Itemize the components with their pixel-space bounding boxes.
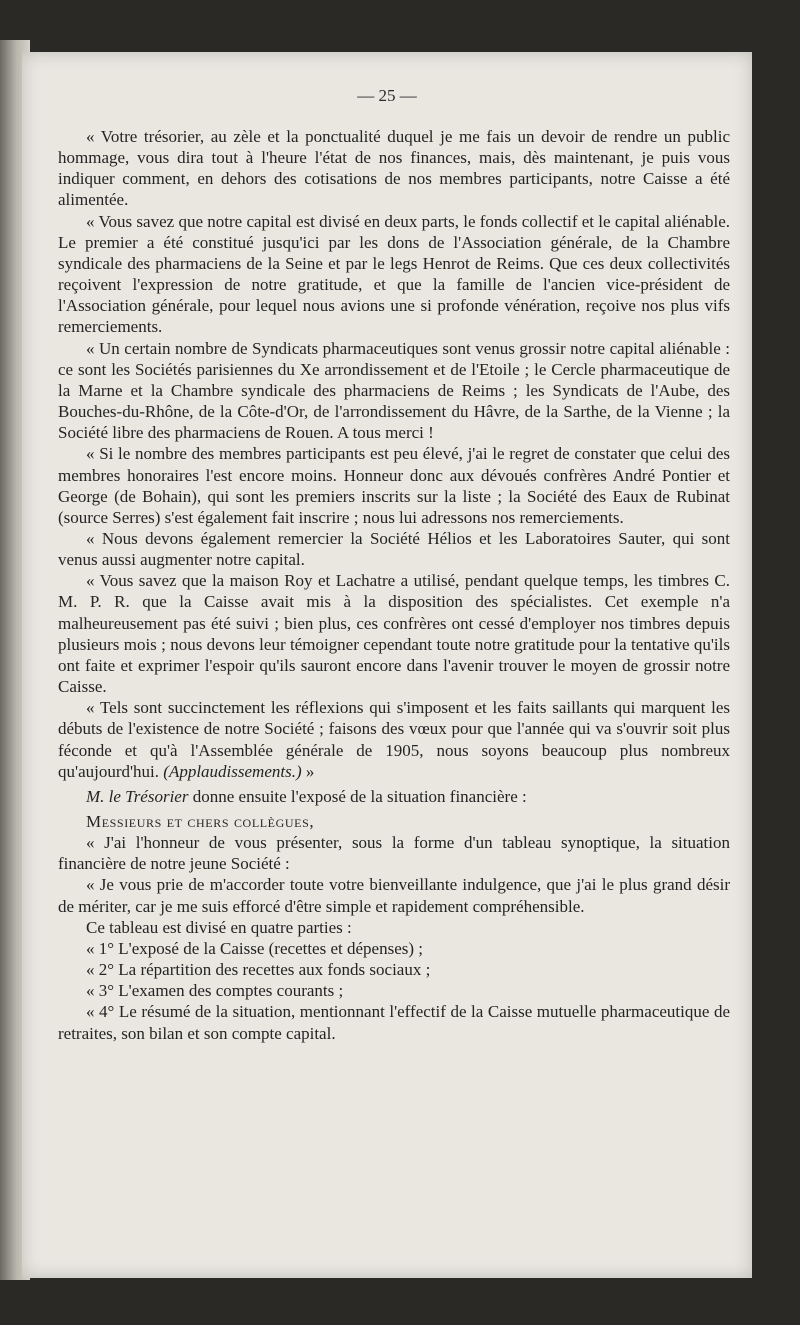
list-item: « 4° Le résumé de la situation, mentionnant l'effectif de la Caisse mutuelle pharmaceutique de retraites, son bilan et son compte capital. (58, 1002, 730, 1043)
list-intro: Ce tableau est divisé en quatre parties : (86, 917, 352, 937)
list-item: « 3° L'examen des comptes courants ; (86, 981, 344, 1001)
paragraph-capital: « Vous savez que notre capital est divisé en deux parts, le fonds collectif et le capital aliénable. Le premier a été constitué jusqu'ici par les dons de l'Association générale, de la Chambre syndicale des pharmaciens de la Seine et par le legs Henrot de Reims. Que ces deux collectivités reçoivent l'expression de notre gratitude, et que la famille de l'ancien vice-président de l'Association générale, pour lequel nous avions une si profonde vénération, reçoive nos plus vifs remerciements. (58, 211, 730, 337)
document-page (22, 52, 752, 1278)
paragraph-indulgence: « Je vous prie de m'accorder toute votre bienveillante indulgence, que j'ai le plus grand désir de mériter, car je me suis efforcé d'être simple et rapidement compréhensible. (58, 875, 730, 916)
applause-note: (Applaudissements.) (163, 761, 302, 781)
treasurer-name: M. le Trésorier (86, 786, 189, 806)
paragraph-closing (58, 697, 730, 782)
paragraph-helios: « Nous devons également remercier la Société Hélios et les Laboratoires Sauter, qui sont venus aussi augmenter notre capital. (58, 528, 730, 570)
paragraph-stamps: « Vous savez que la maison Roy et Lachatre a utilisé, pendant quelque temps, les timbres C. M. P. R. que la Caisse avait mis à la disposition des spécialistes. Cet exemple n'a malheureusement pas été suivi ; bien plus, ces confrères ont cessé d'employer nos timbres depuis plusieurs mois ; nous devons leur témoigner cependant toute notre gratitude pour la tentative qu'ils ont faite et exprimer l'espoir qu'ils sauront encore dans l'avenir trouver le moyen de grossir notre Caisse. (58, 571, 730, 697)
paragraph-members: « Si le nombre des membres participants est peu élevé, j'ai le regret de constater que celui des membres honoraires l'est encore moins. Honneur donc aux dévoués confrères André Pontier et George (de Bohain), qui sont les premiers inscrits sur la liste ; la Société des Eaux de Rubinat (source Serres) s'est également fait inscrire ; nous lui adressons nos remerciements. (58, 444, 730, 527)
paragraph-syndicates: « Un certain nombre de Syndicats pharmaceutiques sont venus grossir notre capital aliénable : ce sont les Sociétés parisiennes du Xe arrondissement et de l'Etoile ; le Cercle pharmaceutique de la Marne et la Chambre syndicale des pharmaciens de Reims ; les Syndicats de l'Aube, des Bouches-du-Rhône, de la Côte-d'Or, de l'arrondissement du Hâvre, de la Sarthe, de la Vienne ; la Société libre des pharmaciens de Rouen. A tous merci ! (58, 338, 730, 443)
paragraph-treasurer-line (58, 786, 730, 807)
list-item: « 1° L'exposé de la Caisse (recettes et dépenses) ; (86, 938, 423, 958)
section-heading: Messieurs et chers collègues, (86, 812, 315, 831)
treasurer-line-text: donne ensuite l'exposé de la situation financière : (188, 786, 527, 806)
paragraph-treasurer-intro: « Votre trésorier, au zèle et la ponctualité duquel je me fais un devoir de rendre un public hommage, vous dira tout à l'heure l'état de nos finances, mais, dès maintenant, je puis vous indiquer comment, en dehors des cotisations de nos membres participants, notre Caisse a été alimentée. (58, 127, 730, 210)
closing-quote-mark: » (305, 761, 315, 781)
paragraph-synoptic: « J'ai l'honneur de vous présenter, sous la forme d'un tableau synoptique, la situation financière de notre jeune Société : (58, 833, 730, 874)
page-number: — 25 — (357, 86, 417, 105)
list-item: « 2° La répartition des recettes aux fonds sociaux ; (86, 960, 431, 980)
body-text (58, 126, 730, 1044)
closing-text: « Tels sont succinctement les réflexions qui s'imposent et les faits saillants qui marquent les débuts de l'existence de notre Société ; faisons des vœux pour que l'année qui va s'ouvrir soit plus féconde et qu'à l'Assemblée générale de 1905, nous soyons beaucoup plus nombreux qu'aujourd'hui. (58, 698, 730, 781)
